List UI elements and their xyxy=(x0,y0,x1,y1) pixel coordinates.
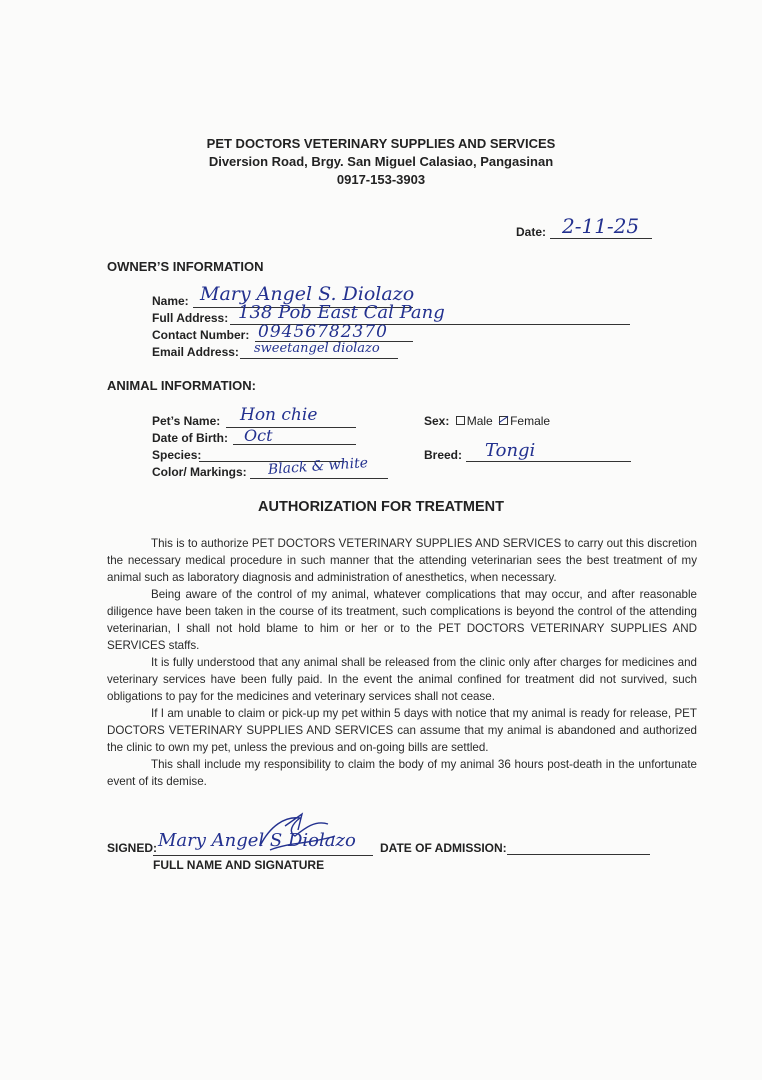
owner-email-value: sweetangel diolazo xyxy=(254,341,380,356)
authorization-title: AUTHORIZATION FOR TREATMENT xyxy=(258,499,504,515)
breed-value: Tongi xyxy=(485,440,536,461)
pet-name-value: Hon chie xyxy=(240,405,318,425)
color-underline xyxy=(250,478,388,479)
owner-contact-value: 09456782370 xyxy=(258,322,388,342)
signed-value: Mary Angel S Diolazo xyxy=(158,830,356,851)
sex-label: Sex: xyxy=(424,414,450,428)
date-underline xyxy=(550,238,652,239)
clinic-name: PET DOCTORS VETERINARY SUPPLIES AND SERVICES xyxy=(206,136,556,151)
owner-address-label: Full Address: xyxy=(152,311,229,325)
dob-value: Oct xyxy=(244,426,273,445)
authorization-paragraph-2: Being aware of the control of my animal, whatever complications that may occur, and after reasonable diligence have been taken in the course of its treatment, such complications is beyond the control of the attending veterinarian, I shall not hold blame to him or her or to the PET DOCTORS VETERINARY SUPPLIES AND SERVICES staffs. xyxy=(107,588,697,652)
sex-male-checkbox[interactable] xyxy=(456,416,465,425)
admission-label: DATE OF ADMISSION: xyxy=(380,841,507,855)
authorization-paragraph-3: It is fully understood that any animal shall be released from the clinic only after charges for medicines and veterinary services have been fully paid. In the event the animal confined for treatment did not survived, such obligations to pay for the medicines and veterinary services shall not cease. xyxy=(107,656,697,703)
authorization-paragraph-4: If I am unable to claim or pick-up my pet within 5 days with notice that my animal is ready for release, PET DOCTORS VETERINARY SUPPLIES AND SERVICES can assume that my animal is abandoned and authorized the clinic to own my pet, unless the previous and on-going bills are settled. xyxy=(107,707,697,754)
authorization-paragraph-1: This is to authorize PET DOCTORS VETERINARY SUPPLIES AND SERVICES to carry out this discretion the necessary medical procedure in such manner that the attending veterinarian sees the best treatment of my animal such as laboratory diagnosis and administration of anesthetics, when necessary. xyxy=(107,537,697,584)
signed-label: SIGNED: xyxy=(107,841,158,855)
species-label: Species: xyxy=(152,448,202,462)
owner-contact-label: Contact Number: xyxy=(152,328,250,342)
admission-underline xyxy=(507,854,650,855)
color-value: Black & white xyxy=(267,455,369,478)
pet-name-label: Pet’s Name: xyxy=(152,414,221,428)
signature-scribble xyxy=(240,806,360,862)
sex-male-label: Male xyxy=(466,414,493,428)
clinic-address: Diversion Road, Brgy. San Miguel Calasiao, Pangasinan xyxy=(208,154,554,169)
sex-female-checkbox[interactable] xyxy=(499,416,508,425)
owner-heading: OWNER’S INFORMATION xyxy=(107,259,264,274)
owner-name-label: Name: xyxy=(152,294,189,308)
owner-name-value: Mary Angel S. Diolazo xyxy=(200,283,415,305)
signature-caption: FULL NAME AND SIGNATURE xyxy=(153,858,325,872)
color-label: Color/ Markings: xyxy=(152,465,247,479)
clinic-phone: 0917-153-3903 xyxy=(336,172,426,187)
sex-female-label: Female xyxy=(510,414,551,428)
breed-underline xyxy=(466,461,631,462)
date-value: 2-11-25 xyxy=(562,214,640,238)
owner-email-underline xyxy=(240,358,398,359)
animal-heading: ANIMAL INFORMATION: xyxy=(107,378,256,393)
dob-label: Date of Birth: xyxy=(152,431,228,445)
authorization-paragraph-5: This shall include my responsibility to claim the body of my animal 36 hours post-death in the unfortunate event of its demise. xyxy=(107,758,697,788)
owner-address-value: 138 Pob East Cal Pang xyxy=(238,302,445,323)
sex-field xyxy=(424,414,550,428)
owner-email-label: Email Address: xyxy=(152,345,239,359)
authorization-body xyxy=(107,535,697,790)
breed-label: Breed: xyxy=(424,448,463,462)
date-label: Date: xyxy=(516,225,547,239)
